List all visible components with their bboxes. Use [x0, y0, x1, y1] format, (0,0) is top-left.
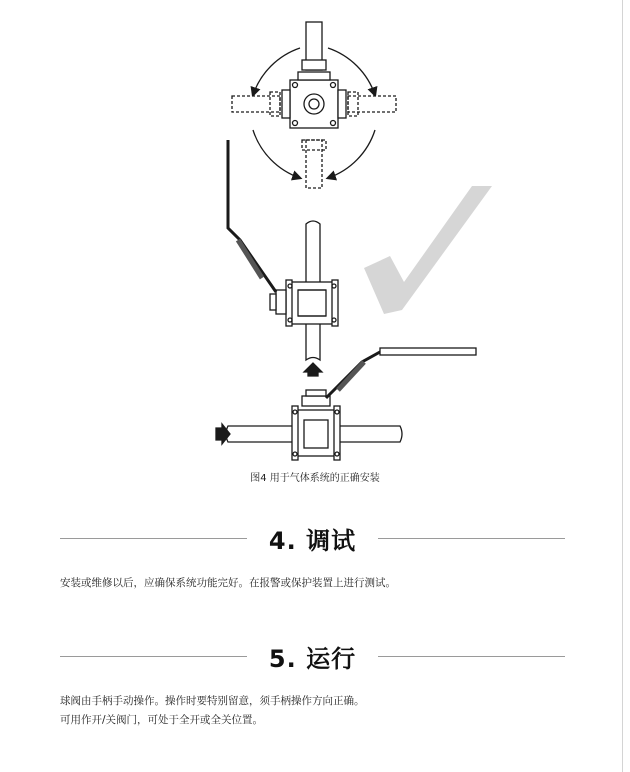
figure-caption: 图4 用于气体系统的正确安装	[250, 473, 380, 484]
divider-right	[378, 538, 565, 539]
section-title: 5. 运行	[268, 644, 357, 673]
section-body-operation	[60, 692, 565, 730]
divider-right	[378, 656, 565, 657]
horizontal-valve-diagram	[216, 348, 476, 460]
paragraph: 安装或维修以后，应确保系统功能完好。在报警或保护装置上进行测试。	[60, 577, 396, 589]
section-title: 4. 调试	[268, 526, 357, 555]
section-heading-operation	[60, 638, 565, 674]
rotation-diagram	[232, 22, 396, 188]
flow-arrow-icon	[304, 363, 322, 376]
divider-left	[60, 656, 247, 657]
divider-left	[60, 538, 247, 539]
checkmark-icon	[364, 186, 492, 314]
section-heading-commissioning	[60, 520, 565, 556]
paragraph: 可用作开/关阀门，可处于全开或全关位置。	[60, 714, 264, 726]
section-body-commissioning	[60, 574, 565, 593]
paragraph: 球阀由手柄手动操作。操作时要特别留意，须手柄操作方向正确。	[60, 695, 365, 707]
